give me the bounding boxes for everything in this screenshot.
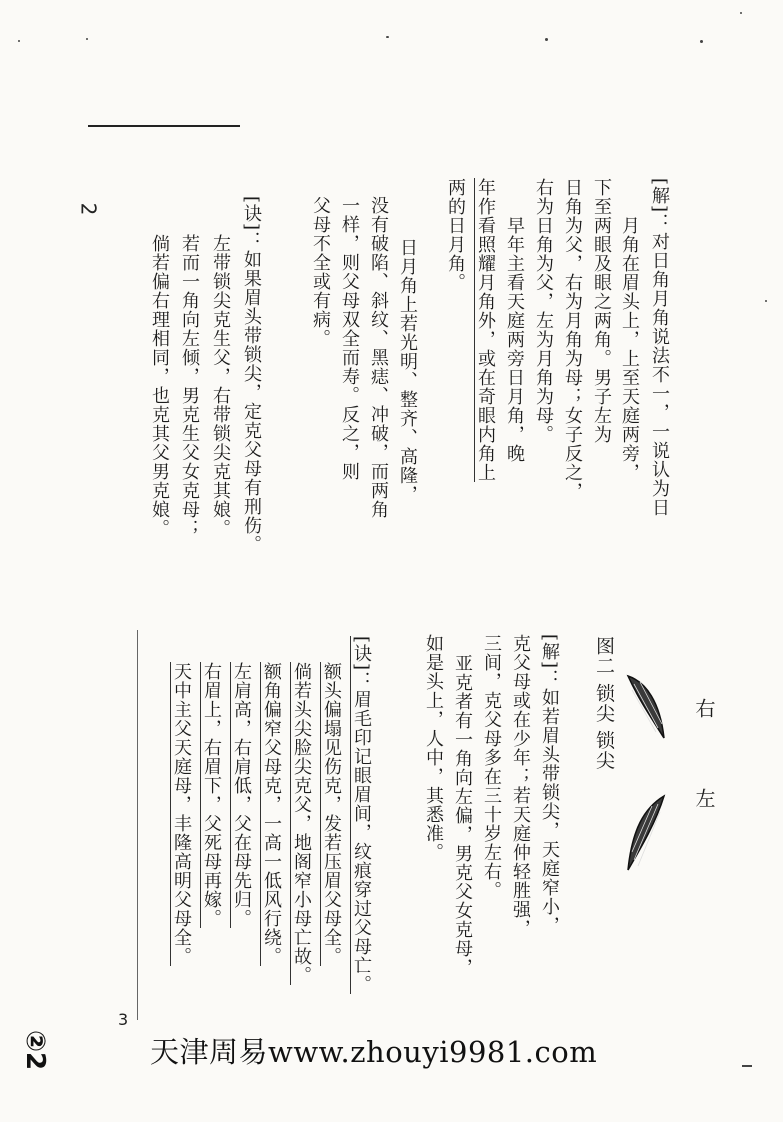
text-column: [解]：如若眉头带锁尖，天庭窄小， [539,634,560,936]
verse-column: 左肩高，右肩低，父在母先归。 [231,662,252,928]
text-column: 亚克者有一角向左偏，男克父女克母， [452,654,473,977]
verse-column: [诀]：如果眉头带锁尖，定克父母有刑伤。 [241,196,262,555]
text-column: 一样，则父母双全而寿。反之，则 [339,196,360,481]
eyebrow-drawing-right [620,668,670,744]
scan-speck [86,38,88,40]
scan-speck [18,40,20,42]
text-column: 早年主看天庭两旁日月角，晚 [504,216,525,463]
verse-column: 额角偏窄父母克，一高一低风行绕。 [261,662,282,966]
text-column: [解]：对日角月角说法不一，一说认为日 [649,178,670,518]
scan-speck [700,40,703,43]
scan-speck [386,36,389,38]
text-column: 两的日月角。 [445,178,466,292]
verse-column: 倘若偏右理相同，也克其父男克娘。 [149,234,170,538]
label-right: 右 [692,698,716,718]
scan-speck [765,300,767,302]
verse-column: 左带锁尖克生父，右带锁尖克其娘。 [210,234,231,538]
corner-stamp: ②2 [20,1030,50,1071]
text-column: 没有破陷、斜纹、黑痣、冲破，而两角 [368,196,389,519]
text-column: 克父母或在少年；若天庭仲轻胜强， [510,634,531,938]
margin-line [137,630,138,1020]
page-number-top: 2 [76,202,101,216]
text-column: 右为日角为父，左为月角为母。 [533,178,554,444]
verse-column: 额头偏塌见伤克，发若压眉父母全。 [321,662,342,966]
text-column: 日月角上若光明、整齐、高隆， [397,238,418,504]
text-column: 父母不全或有病。 [310,196,331,348]
text-column: 三间，克父母多在三十岁左右。 [481,634,502,900]
scan-speck [742,1065,752,1067]
page-number-bottom: 3 [118,1010,129,1029]
watermark-text: 天津周易www.zhouyi9981.com [150,1035,598,1069]
text-column: 日角为父，右为月角为母；女子反之， [562,178,583,501]
text-column: 下至两眼及眼之两角。男子左为 [591,178,612,444]
verse-column: 天中主父天庭母，丰隆高明父母全。 [171,662,192,966]
verse-column: 倘若头尖脸尖克父，地阁窄小母亡故。 [291,662,312,985]
label-left: 左 [692,788,716,808]
text-column: 月角在眉头上，上至天庭两旁， [619,216,640,482]
eyebrow-drawing-left [622,790,674,876]
verse-column: 右眉上，右眉下，父死母再嫁。 [201,662,222,928]
scan-speck [740,12,742,14]
figure-caption: 图二 锁尖 锁尖 [593,636,615,771]
text-column: 年作看照耀月角外，或在奇眼内角上 [475,178,496,482]
verse-column: 若而一角向左倾，男克生父女克母； [179,234,200,538]
text-column: 如是头上，人中，其悉准。 [423,634,444,862]
top-rule [88,125,240,127]
scan-speck [545,38,548,41]
verse-column: [诀]：眉毛印记眼眉间，纹痕穿过父母亡。 [351,636,372,995]
